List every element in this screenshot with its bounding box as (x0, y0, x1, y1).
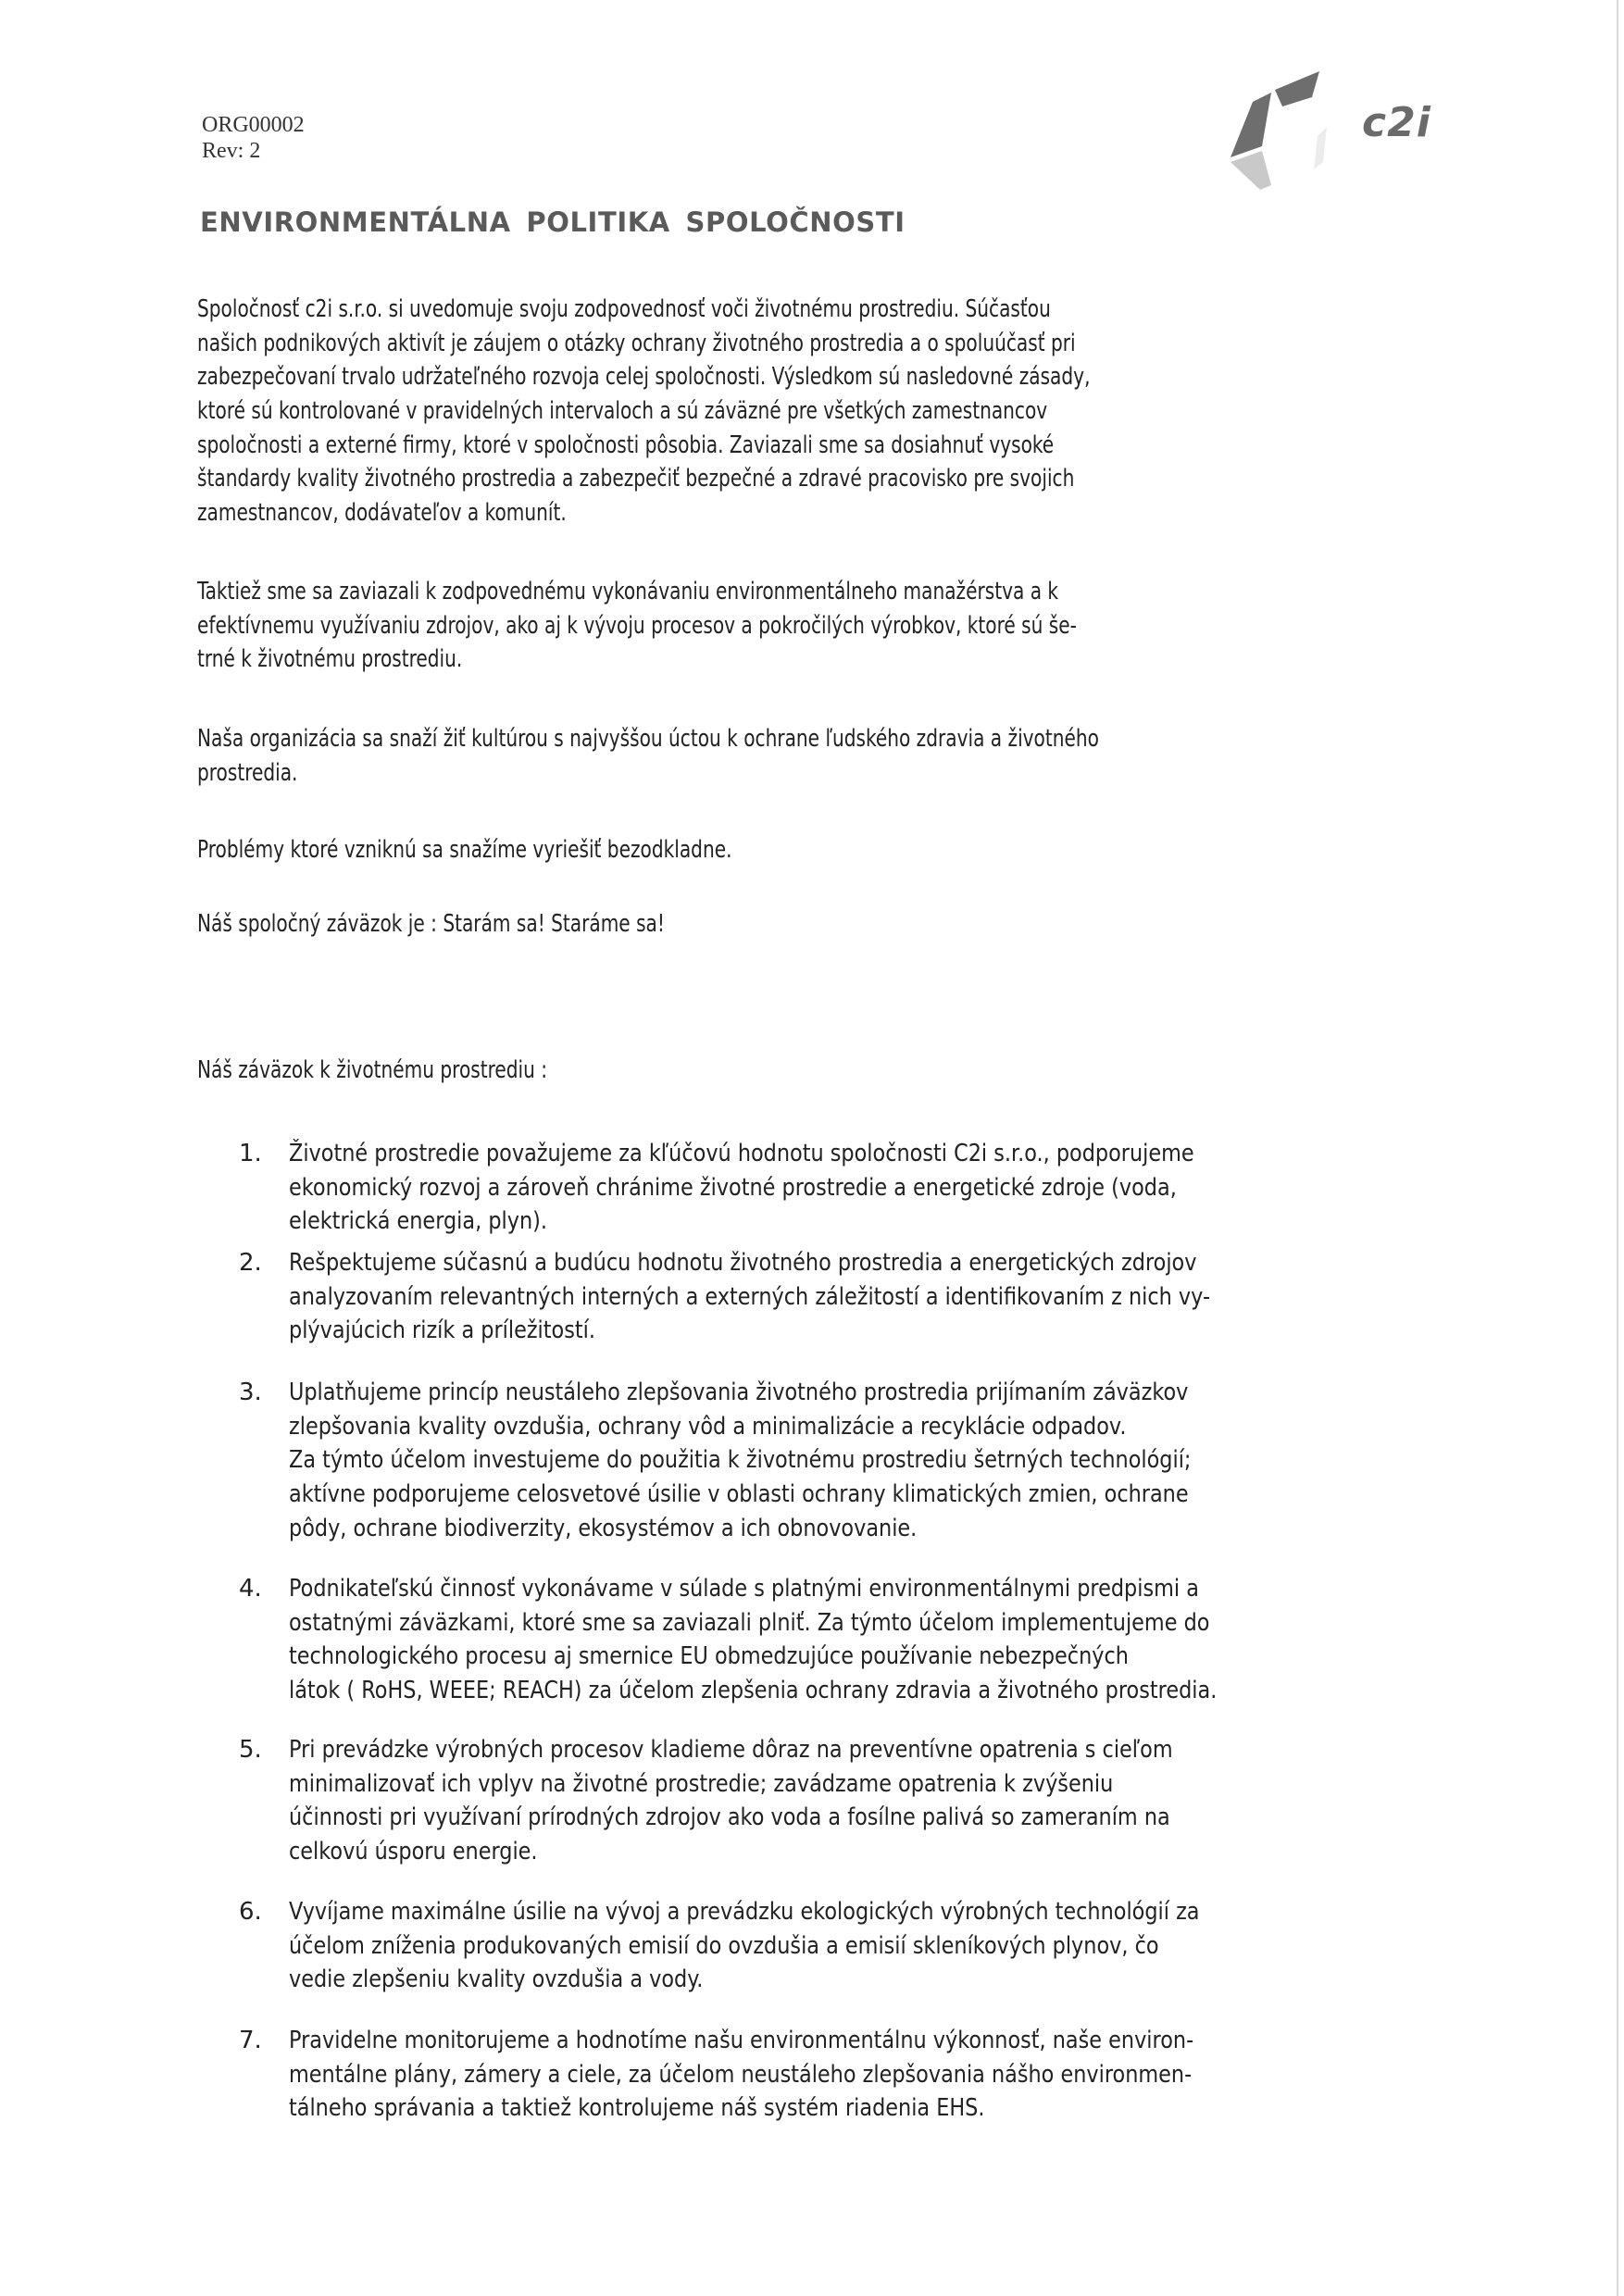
company-logo (1227, 69, 1449, 194)
text-line: efektívnemu využívaniu zdrojov, ako aj k vývoju procesov a pokročilých výrobkov, ktoré sú še- (197, 611, 1077, 640)
list-item-text (289, 1733, 1317, 1869)
list-item-text (289, 1246, 1360, 1348)
text-line: plývajúcich rizík a príležitostí. (289, 1316, 595, 1345)
text-line: spoločnosti a externé firmy, ktoré v spoločnosti pôsobia. Zaviazali sme sa dosiahnuť vysoké (197, 430, 1055, 459)
culture-paragraph (197, 722, 1447, 790)
list-number: 3. (239, 1379, 262, 1406)
scan-edge-line (1617, 0, 1618, 2296)
list-number: 6. (239, 1898, 262, 1926)
management-paragraph (197, 575, 1447, 677)
text-line: aktívne podporujeme celosvetové úsilie v oblasti ochrany klimatických zmien, ochrane (289, 1480, 1189, 1509)
text-line: látok ( RoHS, WEEE; REACH) za účelom zlepšenia ochrany zdravia a životného prostredia. (289, 1677, 1218, 1705)
list-item-text (289, 1137, 1342, 1239)
list-item-text (289, 1895, 1348, 1997)
list-number: 5. (239, 1736, 262, 1764)
text-line: pôdy, ochrane biodiverzity, ekosystémov a ich obnovovanie. (289, 1514, 918, 1542)
text-line: Náš spoločný záväzok je : Starám sa! Staráme sa! (197, 910, 665, 938)
text-line: tálneho správania a taktiež kontrolujeme náš systém riadenia EHS. (289, 2094, 985, 2123)
section-heading: Náš záväzok k životnému prostrediu : (197, 1056, 548, 1084)
text-line: ekonomický rozvoj a zároveň chránime životné prostredie a energetické zdroje (voda, (289, 1173, 1177, 1202)
text-line: zamestnancov, dodávateľov a komunít. (197, 499, 567, 528)
text-line: analyzovaním relevantných interných a externých záležitostí a identifikovaním z nich vy- (289, 1282, 1211, 1311)
text-line: zabezpečovaní trvalo udržateľného rozvoja celej spoločnosti. Výsledkom sú nasledovné zásady, (197, 363, 1091, 392)
logo-wordmark: c2i (1362, 99, 1431, 146)
text-line: účinnosti pri využívaní prírodných zdrojov ako voda a fosílne palivá so zameraním na (289, 1803, 1170, 1832)
commitment-heading (197, 1054, 1447, 1088)
list-number: 4. (239, 1575, 262, 1603)
list-number: 2. (239, 1249, 262, 1277)
problems-paragraph (197, 833, 1447, 867)
text-line: Podnikateľskú činnosť vykonávame v súlade s platnými environmentálnymi predpismi a (289, 1575, 1199, 1603)
text-line: trné k životnému prostrediu. (197, 645, 463, 674)
text-line: prostredia. (197, 758, 298, 787)
text-line: Taktiež sme sa zaviazali k zodpovednému vykonávaniu environmentálneho manažérstva a k (197, 578, 1059, 605)
list-number: 1. (239, 1140, 262, 1167)
logo-mark-icon (1227, 69, 1366, 194)
page-title: ENVIRONMENTÁLNA POLITIKA SPOLOČNOSTI (200, 206, 906, 238)
text-line: Za týmto účelom investujeme do použitia k životnému prostrediu šetrných technológií; (289, 1446, 1192, 1475)
text-line: minimalizovať ich vplyv na životné prostredie; zavádzame opatrenia k zvýšeniu (289, 1769, 1114, 1798)
text-line: Vyvíjame maximálne úsilie na vývoj a prevádzku ekologických výrobných technológií za (289, 1898, 1200, 1926)
text-line: technologického procesu aj smernice EU obmedzujúce používanie nebezpečných (289, 1642, 1129, 1671)
text-line: Pravidelne monitorujeme a hodnotíme našu environmentálnu výkonnosť, naše environ- (289, 2027, 1194, 2054)
list-item-text (289, 1572, 1368, 1708)
revision-label: Rev: 2 (202, 139, 261, 163)
text-line: Pri prevádzke výrobných procesov kladieme dôraz na preventívne opatrenia s cieľom (289, 1736, 1173, 1764)
text-line: štandardy kvality životného prostredia a zabezpečiť bezpečné a zdravé pracovisko pre svojich (197, 465, 1075, 493)
text-line: Uplatňujeme princíp neustáleho zlepšovania životného prostredia prijímaním záväzkov (289, 1379, 1189, 1406)
text-line: účelom zníženia produkovaných emisií do ovzdušia a emisií skleníkových plynov, čo (289, 1931, 1159, 1960)
text-line: Životné prostredie považujeme za kľúčovú hodnotu spoločnosti C2i s.r.o., podporujeme (289, 1140, 1194, 1167)
list-number: 7. (239, 2027, 262, 2054)
list-item-text (289, 1376, 1338, 1545)
text-line: ostatnými záväzkami, ktoré sme sa zaviazali plniť. Za týmto účelom implementujeme do (289, 1608, 1210, 1637)
text-line: Spoločnosť c2i s.r.o. si uvedomuje svoju zodpovednosť voči životnému prostrediu. Súčasťou (197, 295, 1051, 323)
text-line: Naša organizácia sa snaží žiť kultúrou s najvyššou úctou k ochrane ľudského zdravia a životného (197, 725, 1099, 753)
list-item-text (289, 2024, 1341, 2126)
text-line: celkovú úsporu energie. (289, 1838, 538, 1866)
text-line: mentálne plány, zámery a ciele, za účelom neustáleho zlepšovania nášho environmen- (289, 2060, 1193, 2089)
intro-paragraph (197, 293, 1447, 530)
text-line: zlepšovania kvality ovzdušia, ochrany vôd a minimalizácie a recyklácie odpadov. (289, 1412, 1127, 1441)
text-line: našich podnikových aktivít je záujem o otázky ochrany životného prostredia a o spoluúčasť pri (197, 329, 1076, 357)
document-code: ORG00002 (202, 113, 305, 137)
motto-paragraph (197, 907, 1447, 942)
text-line: elektrická energia, plyn). (289, 1207, 547, 1236)
text-line: vedie zlepšeniu kvality ovzdušia a vody. (289, 1965, 704, 1994)
text-line: Problémy ktoré vzniknú sa snažíme vyriešiť bezodkladne. (197, 836, 732, 864)
text-line: Rešpektujeme súčasnú a budúcu hodnotu životného prostredia a energetických zdrojov (289, 1249, 1197, 1277)
text-line: ktoré sú kontrolované v pravidelných intervaloch a sú záväzné pre všetkých zamestnancov (197, 397, 1048, 426)
